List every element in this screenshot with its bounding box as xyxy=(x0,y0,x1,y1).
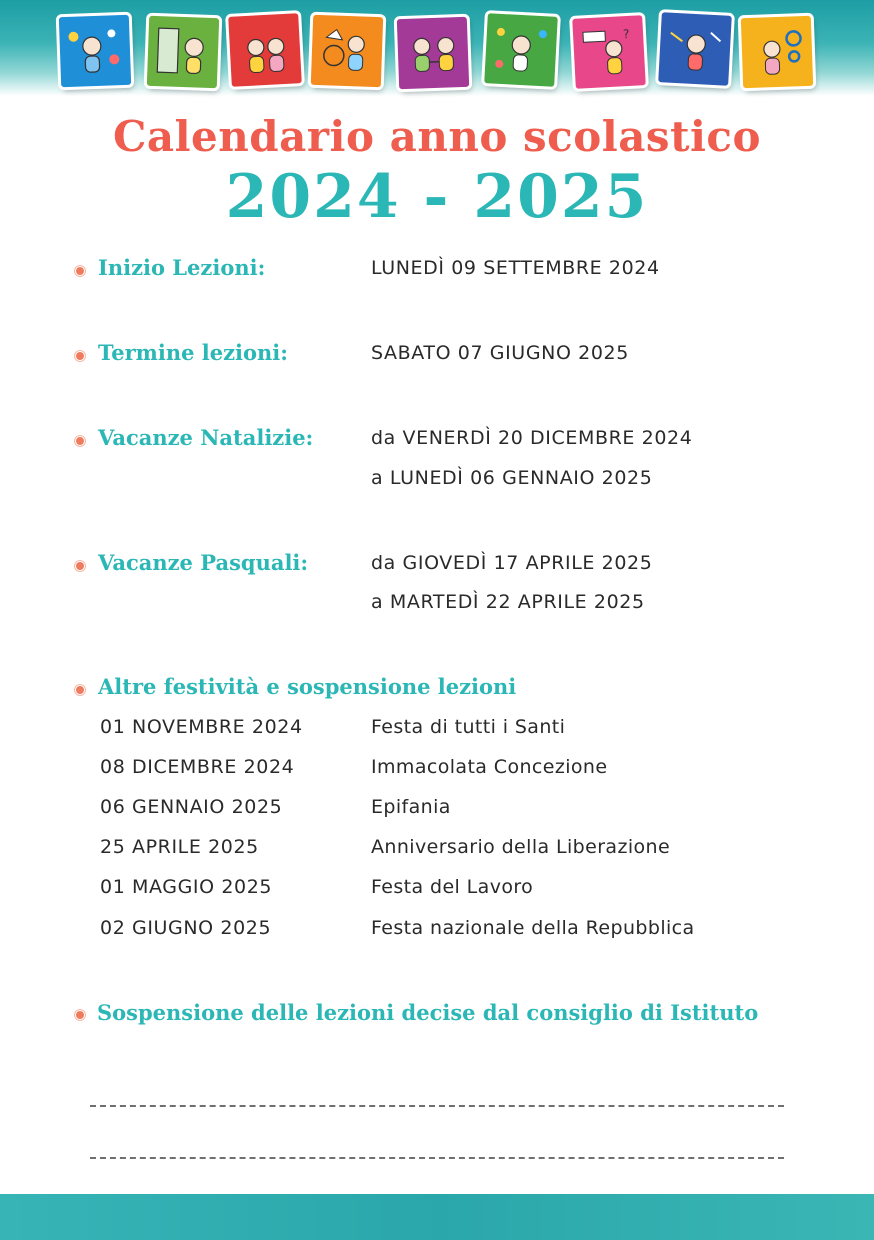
holiday-name: Festa del Lavoro xyxy=(371,876,534,898)
label-termine-lezioni: Termine lezioni: xyxy=(98,340,289,365)
tile-kid-with-balls-icon xyxy=(484,13,558,87)
value-pasquali-to: a MARTEDÌ 22 APRILE 2025 xyxy=(371,591,645,613)
holiday-date: 08 DICEMBRE 2024 xyxy=(100,756,295,778)
illustration-tiles xyxy=(0,0,874,100)
holiday-date: 01 MAGGIO 2025 xyxy=(100,876,273,898)
blank-line-2 xyxy=(90,1157,784,1159)
holiday-name: Epifania xyxy=(371,796,451,818)
holiday-date: 06 GENNAIO 2025 xyxy=(100,796,283,818)
bullet-icon xyxy=(75,266,85,276)
heading-consiglio-istituto: Sospensione delle lezioni decise dal consiglio di Istituto xyxy=(97,1000,759,1025)
tile-two-kids-whispering-icon xyxy=(228,13,302,87)
holiday-name: Immacolata Concezione xyxy=(371,756,608,778)
holiday-name: Festa di tutti i Santi xyxy=(371,716,566,738)
tile-kid-with-toys-icon xyxy=(59,15,131,87)
label-vacanze-pasquali: Vacanze Pasquali: xyxy=(98,550,309,575)
value-termine-lezioni: SABATO 07 GIUGNO 2025 xyxy=(371,342,629,364)
bottom-teal-band xyxy=(0,1194,874,1240)
tile-two-kids-holding-hands-icon xyxy=(397,17,469,89)
title-line2: 2024 - 2025 xyxy=(225,162,649,232)
blank-line-1 xyxy=(90,1105,784,1107)
holiday-name: Festa nazionale della Repubblica xyxy=(371,917,695,939)
label-inizio-lezioni: Inizio Lezioni: xyxy=(98,255,266,280)
value-natalizie-from: da VENERDÌ 20 DICEMBRE 2024 xyxy=(371,427,693,449)
bullet-icon xyxy=(75,1010,85,1020)
bullet-icon xyxy=(75,685,85,695)
bullet-icon xyxy=(75,436,85,446)
tile-kid-with-gears-icon xyxy=(741,16,813,88)
title-line1: Calendario anno scolastico xyxy=(112,112,762,161)
bullet-icon xyxy=(75,351,85,361)
holiday-name: Anniversario della Liberazione xyxy=(371,836,671,858)
tile-kids-with-signs-icon xyxy=(572,15,646,89)
holiday-date: 25 APRILE 2025 xyxy=(100,836,259,858)
bullet-icon xyxy=(75,561,85,571)
tile-kid-with-shapes-icon xyxy=(311,15,383,87)
label-vacanze-natalizie: Vacanze Natalizie: xyxy=(98,425,314,450)
tile-kid-with-mirror-icon xyxy=(147,16,219,88)
heading-altre-festivita: Altre festività e sospensione lezioni xyxy=(98,674,517,699)
tile-kid-with-tools-icon xyxy=(658,12,732,86)
holiday-date: 02 GIUGNO 2025 xyxy=(100,917,272,939)
value-natalizie-to: a LUNEDÌ 06 GENNAIO 2025 xyxy=(371,467,653,489)
value-pasquali-from: da GIOVEDÌ 17 APRILE 2025 xyxy=(371,552,653,574)
value-inizio-lezioni: LUNEDÌ 09 SETTEMBRE 2024 xyxy=(371,257,660,279)
svg-text:?: ? xyxy=(622,26,630,42)
holiday-date: 01 NOVEMBRE 2024 xyxy=(100,716,303,738)
